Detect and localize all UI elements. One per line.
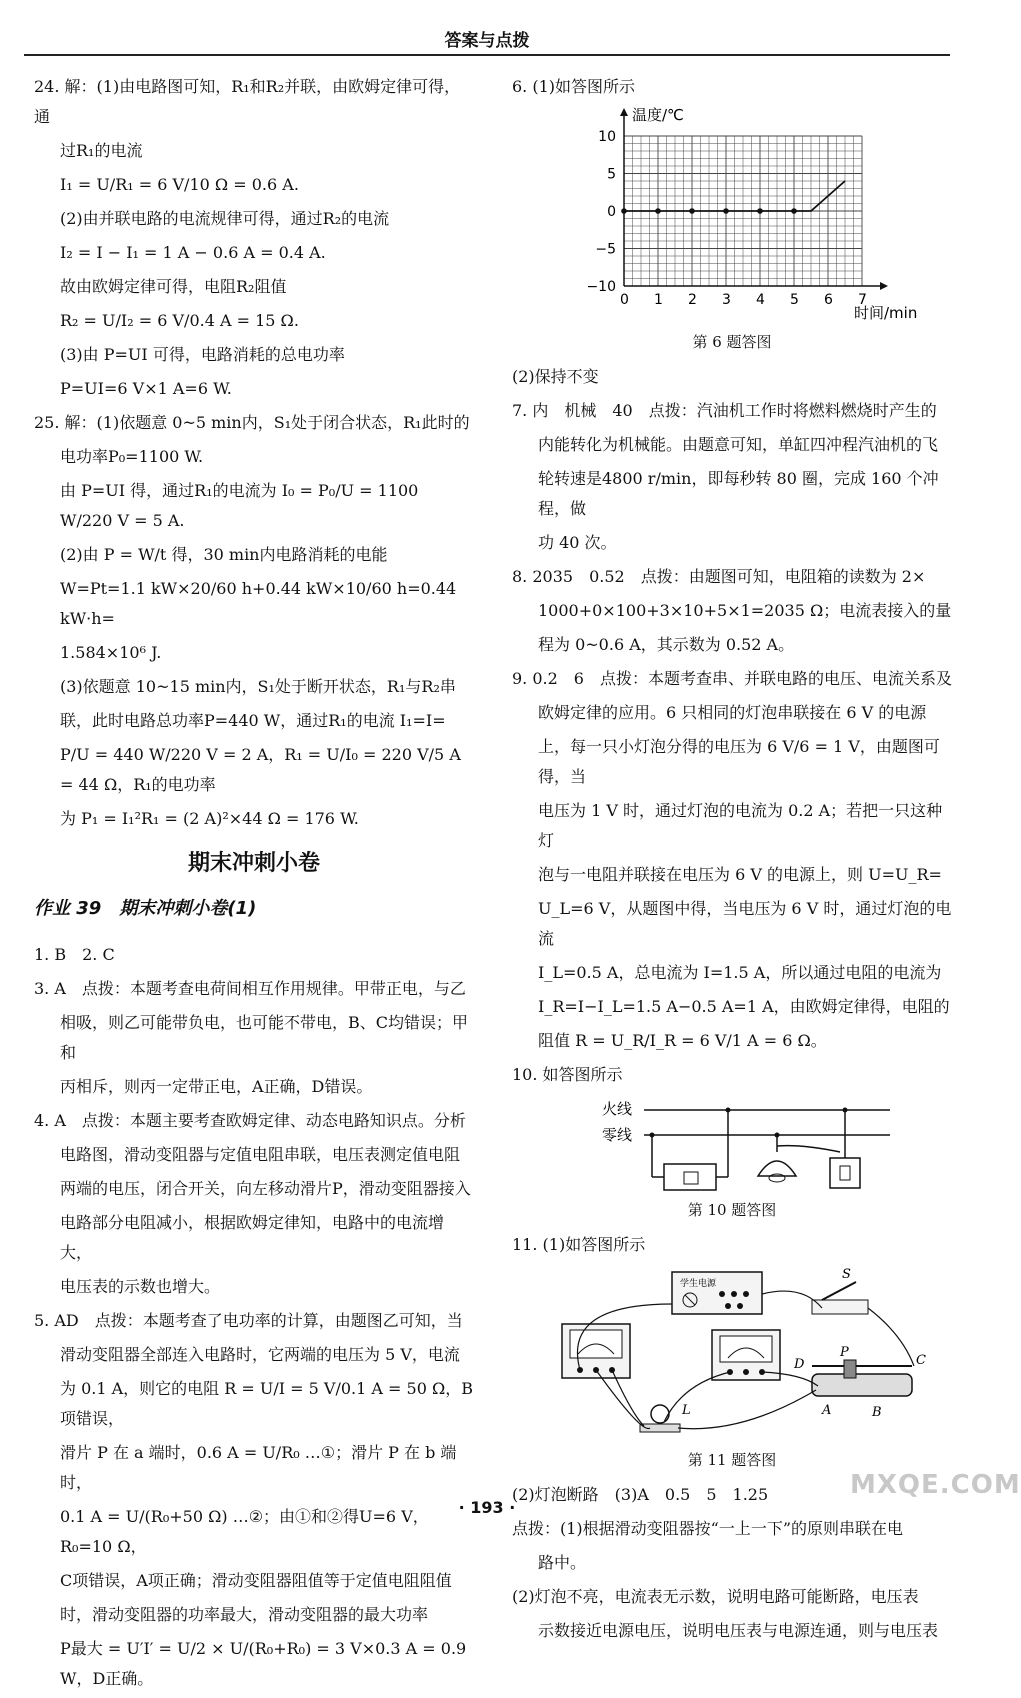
text-line: 联，此时电路总功率P=440 W，通过R₁的电流 I₁=I= xyxy=(60,711,446,730)
label-d: D xyxy=(794,1357,805,1372)
answer-line: 相吸，则乙可能带负电，也可能不带电，B、C均错误；甲和 xyxy=(60,1013,469,1062)
x-tick-label: 2 xyxy=(688,292,697,308)
x-tick-label: 6 xyxy=(824,292,833,308)
figure-caption: 第 10 题答图 xyxy=(687,1201,777,1219)
answer-line: U_L=6 V，从题图中得，当电压为 6 V 时，通过灯泡的电流 xyxy=(538,899,952,948)
left-column xyxy=(34,72,474,1698)
answer-line: (2)灯泡不亮，电流表无示数，说明电路可能断路，电压表 xyxy=(512,1587,919,1606)
formula-line: 为 P₁ = I₁²R₁ = (2 A)²×44 Ω = 176 W. xyxy=(60,809,359,828)
label-l: L xyxy=(682,1403,691,1418)
x-tick-label: 0 xyxy=(620,292,629,308)
text-line: (3)依题意 10~15 min内，S₁处于断开状态，R₁与R₂串 xyxy=(60,677,456,696)
answer-line: 路中。 xyxy=(538,1553,587,1572)
socket-icon xyxy=(650,1108,731,1191)
formula-line: W=Pt=1.1 kW×20/60 h+0.44 kW×10/60 h=0.44 kW·h= xyxy=(60,579,457,628)
y-tick-label: 0 xyxy=(607,204,616,220)
x-axis-label: 时间/min xyxy=(854,304,918,322)
text-line: 电功率P₀=1100 W. xyxy=(60,447,204,466)
answer-line: 程为 0~0.6 A，其示数为 0.52 A。 xyxy=(538,635,795,654)
answer-line: 1000+0×100+3×10+5×1=2035 Ω；电流表接入的量 xyxy=(538,601,952,620)
y-tick-label: 10 xyxy=(598,129,616,145)
section-title: 期末冲刺小卷 xyxy=(187,851,320,876)
answer-line: 电路图，滑动变阻器与定值电阻串联，电压表测定值电阻 xyxy=(60,1145,461,1164)
figure-caption: 第 6 题答图 xyxy=(692,333,772,351)
answer-line: 功 40 次。 xyxy=(538,533,617,552)
formula-line: I₁ = U/R₁ = 6 V/10 Ω = 0.6 A. xyxy=(60,175,299,194)
y-tick-label: 5 xyxy=(607,166,616,183)
answer-line: (2)灯泡断路 (3)A 0.5 5 1.25 xyxy=(512,1485,769,1504)
data-point xyxy=(723,208,729,214)
live-wire-label: 火线 xyxy=(602,1100,633,1118)
bulb-icon xyxy=(640,1403,691,1432)
answer-line: 点拨：(1)根据滑动变阻器按“一上一下”的原则串联在电 xyxy=(512,1519,904,1538)
label-s: S xyxy=(842,1267,851,1282)
y-tick-label: −10 xyxy=(586,279,616,295)
answer-line: C项错误，A项正确；滑动变阻器阻值等于定值电阻阻值 xyxy=(60,1571,452,1590)
label-b: B xyxy=(872,1405,882,1420)
answer-line: 电压为 1 V 时，通过灯泡的电流为 0.2 A；若把一只这种灯 xyxy=(538,801,943,850)
answer-line: 轮转速是4800 r/min，即每秒转 80 圈，完成 160 个冲程，做 xyxy=(538,469,939,518)
experiment-circuit-diagram xyxy=(522,1264,942,1444)
y-axis-label: 温度/℃ xyxy=(632,106,684,124)
answer-line: 欧姆定律的应用。6 只相同的灯泡串联接在 6 V 的电源 xyxy=(538,703,927,722)
answer-line: 7. 内 机械 40 点拨：汽油机工作时将燃料燃烧时产生的 xyxy=(512,401,937,420)
answer-line: I_R=I−I_L=1.5 A−0.5 A=1 A，由欧姆定律得，电阻的 xyxy=(538,997,950,1016)
answer-line: 10. 如答图所示 xyxy=(512,1065,623,1084)
answer-line: (2)保持不变 xyxy=(512,367,599,386)
household-circuit-diagram xyxy=(572,1094,892,1194)
text-line: (3)由 P=UI 可得，电路消耗的总电功率 xyxy=(60,345,345,364)
text-line: 24. 解：(1)由电路图可知，R₁和R₂并联，由欧姆定律可得，通 xyxy=(34,77,461,126)
y-axis-arrow xyxy=(620,108,628,116)
text-line: 25. 解：(1)依题意 0~5 min内，S₁处于闭合状态，R₁此时的 xyxy=(34,413,470,432)
lamp-icon xyxy=(758,1133,840,1183)
formula-line: 1.584×10⁶ J. xyxy=(60,643,162,662)
answer-line: 9. 0.2 6 点拨：本题考查串、并联电路的电压、电流关系及 xyxy=(512,669,952,688)
answer-line: 5. AD 点拨：本题考查了电功率的计算，由题图乙可知，当 xyxy=(34,1311,463,1330)
answer-line: 阻值 R = U_R/I_R = 6 V/1 A = 6 Ω。 xyxy=(538,1031,827,1050)
answer-line: 示数接近电源电压，说明电压表与电源连通，则与电压表 xyxy=(538,1621,939,1640)
temperature-time-chart xyxy=(542,106,922,326)
data-point xyxy=(689,208,695,214)
answer-line: 上，每一只小灯泡分得的电压为 6 V/6 = 1 V，由题图可得，当 xyxy=(538,737,940,786)
page-number: · 193 · xyxy=(458,1498,516,1517)
answer-line: 0.1 A = U/(R₀+50 Ω) …②；由①和②得U=6 V，R₀=10 Ω， xyxy=(60,1507,429,1556)
label-a: A xyxy=(822,1403,832,1418)
answer-line: 两端的电压，闭合开关，向左移动滑片P，滑动变阻器接入 xyxy=(60,1179,471,1198)
chart-series xyxy=(621,181,845,214)
formula-line: P/U = 440 W/220 V = 2 A，R₁ = U/I₀ = 220 V/5 A = 44 Ω，R₁的电功率 xyxy=(60,745,461,794)
x-tick-label: 5 xyxy=(790,292,799,308)
x-tick-label: 4 xyxy=(756,292,765,308)
text-line: (2)由 P = W/t 得，30 min内电路消耗的电能 xyxy=(60,545,388,564)
answer-line: 3. A 点拨：本题考查电荷间相互作用规律。甲带正电，与乙 xyxy=(34,979,466,998)
data-point xyxy=(757,208,763,214)
answer-line: P最大 = U′I′ = U/2 × U/(R₀+R₀) = 3 V×0.3 A = 0.9 W，D正确。 xyxy=(60,1639,467,1688)
figure-caption: 第 11 题答图 xyxy=(687,1451,777,1469)
answer-line: 电路部分电阻减小，根据欧姆定律知，电路中的电流增大， xyxy=(60,1213,445,1262)
x-tick-label: 1 xyxy=(654,292,663,308)
answer-line: I_L=0.5 A，总电流为 I=1.5 A，所以通过电阻的电流为 xyxy=(538,963,942,982)
y-tick-label: −5 xyxy=(595,241,616,258)
formula-line: 由 P=UI 得，通过R₁的电流为 I₀ = P₀/U = 1100 W/220 V = 5 A. xyxy=(60,481,419,530)
answer-line: 内能转化为机械能。由题意可知，单缸四冲程汽油机的飞 xyxy=(538,435,939,454)
page-header: 答案与点拨 xyxy=(24,14,950,56)
answer-line: 丙相斥，则丙一定带正电，A正确，D错误。 xyxy=(60,1077,373,1096)
data-point xyxy=(791,208,797,214)
x-axis-arrow xyxy=(880,282,888,290)
data-point xyxy=(655,208,661,214)
label-c: C xyxy=(916,1353,926,1368)
power-supply-icon xyxy=(672,1272,762,1314)
answer-line: 时，滑动变阻器的功率最大，滑动变阻器的最大功率 xyxy=(60,1605,429,1624)
answer-line: 为 0.1 A，则它的电阻 R = U/I = 5 V/0.1 A = 50 Ω，B项错误， xyxy=(60,1379,474,1428)
answer-line: 泡与一电阻并联接在电压为 6 V 的电源上，则 U=U_R= xyxy=(538,865,942,884)
text-line: 过R₁的电流 xyxy=(60,141,143,160)
switch-icon xyxy=(830,1108,860,1189)
answer-line: 1. B 2. C xyxy=(34,945,115,964)
data-point xyxy=(621,208,627,214)
formula-line: I₂ = I − I₁ = 1 A − 0.6 A = 0.4 A. xyxy=(60,243,326,262)
answer-line: 滑动变阻器全部连入电路时，它两端的电压为 5 V，电流 xyxy=(60,1345,460,1364)
x-tick-label: 7 xyxy=(858,292,867,308)
text-line: (2)由并联电路的电流规律可得，通过R₂的电流 xyxy=(60,209,390,228)
answer-line: 电压表的示数也增大。 xyxy=(60,1277,221,1296)
answer-line: 11. (1)如答图所示 xyxy=(512,1235,646,1254)
formula-line: R₂ = U/I₂ = 6 V/0.4 A = 15 Ω. xyxy=(60,311,299,330)
neutral-wire-label: 零线 xyxy=(602,1126,633,1144)
chart-axes xyxy=(620,108,888,290)
answer-line: 8. 2035 0.52 点拨：由题图可知，电阻箱的读数为 2× xyxy=(512,567,926,586)
homework-title: 作业 39 期末冲刺小卷(1) xyxy=(34,898,257,919)
answer-line: 6. (1)如答图所示 xyxy=(512,77,636,96)
ammeter-icon xyxy=(562,1324,630,1378)
text-line: 故由欧姆定律可得，电阻R₂阻值 xyxy=(60,277,287,296)
x-tick-label: 3 xyxy=(722,292,731,308)
answer-line: 4. A 点拨：本题主要考查欧姆定律、动态电路知识点。分析 xyxy=(34,1111,466,1130)
answer-line: 滑片 P 在 a 端时，0.6 A = U/R₀ …①；滑片 P 在 b 端时， xyxy=(60,1443,457,1492)
right-column xyxy=(512,72,952,1650)
watermark: MXQE.COM xyxy=(850,1470,1021,1500)
label-p: P xyxy=(840,1345,849,1360)
power-supply-label: 学生电源 xyxy=(680,1279,717,1289)
formula-line: P=UI=6 V×1 A=6 W. xyxy=(60,379,232,398)
